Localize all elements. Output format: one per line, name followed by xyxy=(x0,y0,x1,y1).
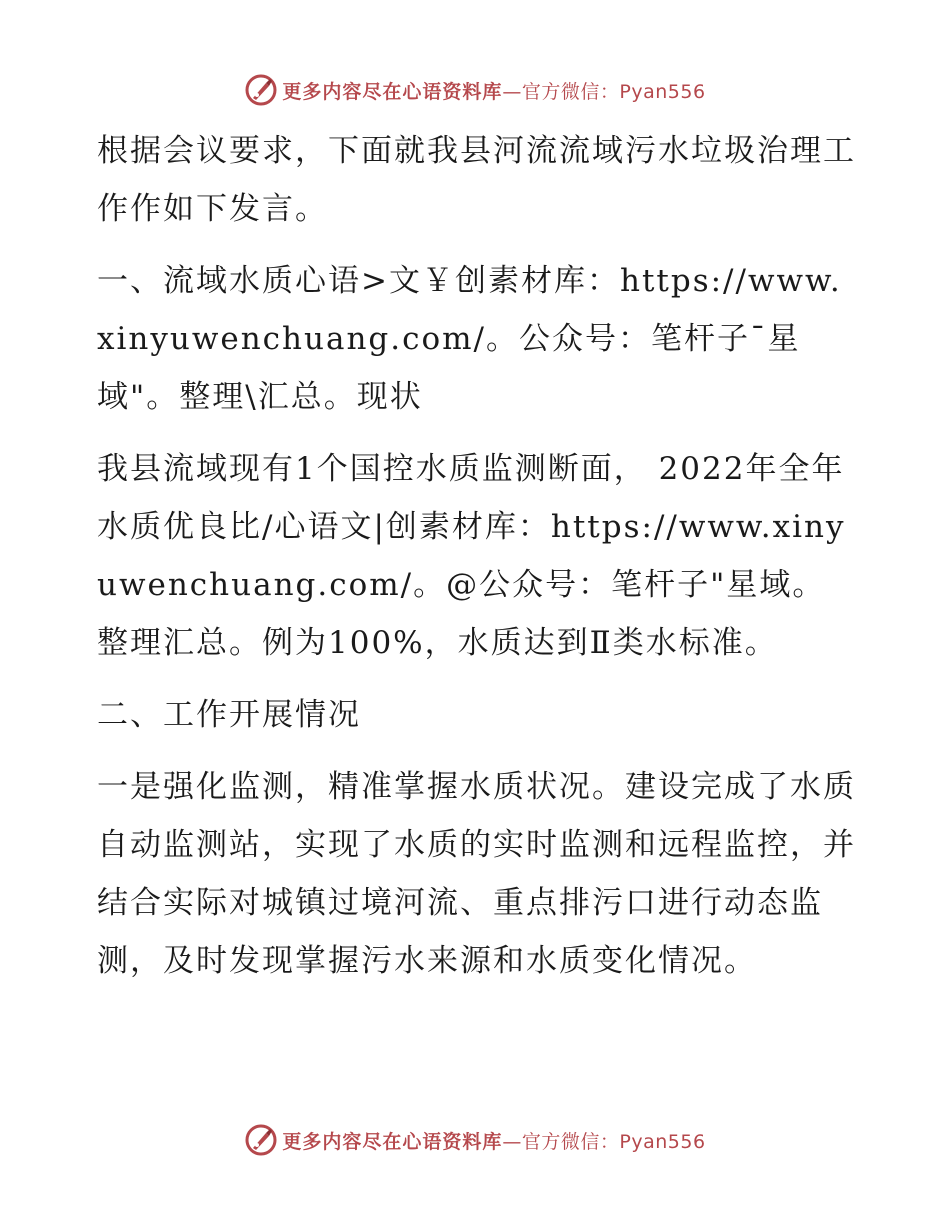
paragraph-section-1-heading: 一、流域水质心语>文￥创素材库：https://www.xinyuwenchuang.com/。公众号：笔杆子¯星域"。整理\汇总。现状 xyxy=(97,263,842,415)
paragraph-water-quality-status: 我县流域现有1个国控水质监测断面， 2022年全年水质优良比/心语文|创素材库：https://www.xinyuwenchuang.com/。@公众号：笔杆子"星域。整理汇总。例为100%，水质达到Ⅱ类水标准。 xyxy=(97,451,846,661)
watermark-contact: —官方微信：Pyan556 xyxy=(502,1130,706,1153)
watermark-text: 更多内容尽在心语资料库 xyxy=(282,1130,503,1153)
paragraph-intro: 根据会议要求，下面就我县河流流域污水垃圾治理工作作如下发言。 xyxy=(97,133,856,227)
footer-watermark xyxy=(0,1120,950,1160)
watermark-text: 更多内容尽在心语资料库 xyxy=(282,80,503,103)
header-watermark xyxy=(0,70,950,110)
paragraph-section-2-heading: 二、工作开展情况 xyxy=(97,697,361,733)
paragraph-monitoring: 一是强化监测，精准掌握水质状况。建设完成了水质自动监测站，实现了水质的实时监测和远程监控，并结合实际对城镇过境河流、重点排污口进行动态监测，及时发现掌握污水来源和水质变化情况。 xyxy=(97,769,856,979)
watermark-contact: —官方微信：Pyan556 xyxy=(502,80,706,103)
document-body xyxy=(97,122,857,990)
pen-logo-icon xyxy=(244,73,278,107)
pen-logo-icon xyxy=(244,1123,278,1157)
